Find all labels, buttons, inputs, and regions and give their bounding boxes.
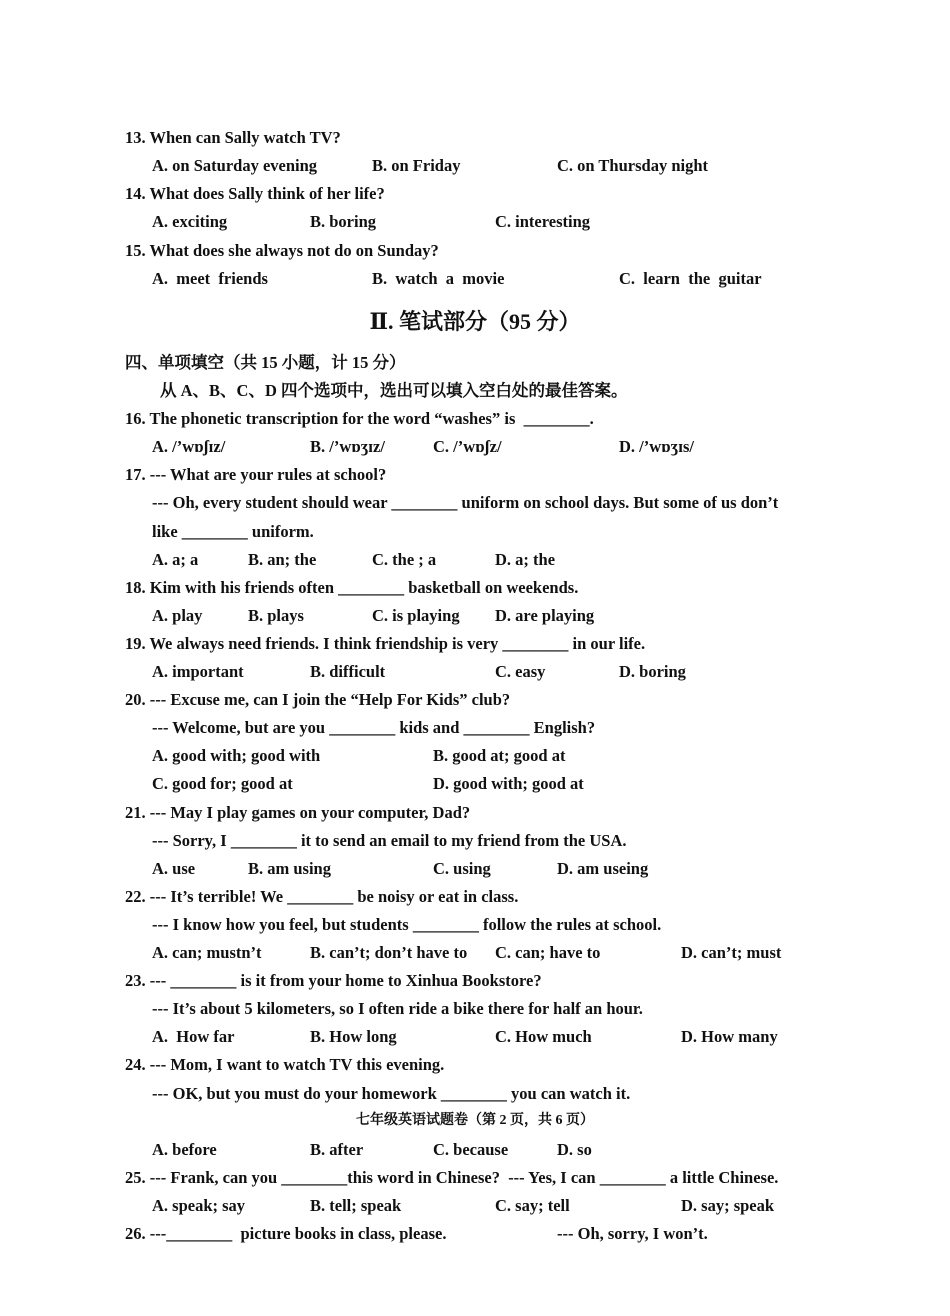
question-18-option-b: B. plays: [248, 606, 304, 625]
question-23-option-a: A. How far: [152, 1027, 235, 1046]
question-18-option-a: A. play: [152, 606, 203, 625]
question-24-option-a: A. before: [152, 1140, 217, 1159]
question-21-option-c: C. using: [433, 859, 491, 878]
question-19-option-c: C. easy: [495, 662, 546, 681]
part-4-instruction: 从 A、B、C、D 四个选项中，选出可以填入空白处的最佳答案。: [160, 381, 628, 400]
question-26-reply: --- Oh, sorry, I won’t.: [557, 1224, 708, 1243]
question-16-stem: 16. The phonetic transcription for the word “washes” is ________.: [125, 409, 594, 428]
question-17-option-c: C. the ; a: [372, 550, 437, 569]
question-21-option-b: B. am using: [248, 859, 331, 878]
question-22-option-b: B. can’t; don’t have to: [310, 943, 468, 962]
question-20-option-b: B. good at; good at: [433, 746, 566, 765]
question-26-stem: 26. ---________ picture books in class, please.: [125, 1224, 447, 1243]
question-16-option-a: A. /’wɒʃɪz/: [152, 437, 226, 456]
part-4-heading: 四、单项填空（共 15 小题，计 15 分）: [125, 353, 406, 372]
question-20-stem: 20. --- Excuse me, can I join the “Help For Kids” club?: [125, 690, 511, 709]
question-22-option-c: C. can; have to: [495, 943, 601, 962]
question-23-option-c: C. How much: [495, 1027, 592, 1046]
question-22-line-2: --- I know how you feel, but students ________ follow the rules at school.: [152, 915, 662, 934]
question-24-line-2: --- OK, but you must do your homework ________ you can watch it.: [152, 1084, 631, 1103]
question-23-stem: 23. --- ________ is it from your home to Xinhua Bookstore?: [125, 971, 542, 990]
question-24-option-b: B. after: [310, 1140, 364, 1159]
question-25-option-c: C. say; tell: [495, 1196, 570, 1215]
question-17-option-d: D. a; the: [495, 550, 556, 569]
question-23-line-2: --- It’s about 5 kilometers, so I often ride a bike there for half an hour.: [152, 999, 643, 1018]
question-21-option-d: D. am useing: [557, 859, 649, 878]
question-15-stem: 15. What does she always not do on Sunday?: [125, 241, 439, 260]
question-22-stem: 22. --- It’s terrible! We ________ be noisy or eat in class.: [125, 887, 519, 906]
question-21-line-2: --- Sorry, I ________ it to send an email to my friend from the USA.: [152, 831, 627, 850]
question-19-option-d: D. boring: [619, 662, 686, 681]
question-20-option-a: A. good with; good with: [152, 746, 321, 765]
question-13-option-a: A. on Saturday evening: [152, 156, 318, 175]
question-17-stem: 17. --- What are your rules at school?: [125, 465, 387, 484]
question-25-stem: 25. --- Frank, can you ________this word in Chinese? --- Yes, I can ________ a little Chinese.: [125, 1168, 779, 1187]
question-19-stem: 19. We always need friends. I think friendship is very ________ in our life.: [125, 634, 646, 653]
question-22-option-d: D. can’t; must: [681, 943, 782, 962]
question-14-option-b: B. boring: [310, 212, 377, 231]
question-17-line-3: like ________ uniform.: [152, 522, 314, 541]
question-13-option-c: C. on Thursday night: [557, 156, 709, 175]
question-24-option-c: C. because: [433, 1140, 509, 1159]
question-24-stem: 24. --- Mom, I want to watch TV this evening.: [125, 1055, 445, 1074]
question-17-line-2: --- Oh, every student should wear ________ uniform on school days. But some of us don’t: [152, 493, 779, 512]
question-21-option-a: A. use: [152, 859, 196, 878]
page-footer: 七年级英语试题卷（第 2 页，共 6 页）: [356, 1113, 594, 1128]
question-19-option-b: B. difficult: [310, 662, 386, 681]
question-16-option-b: B. /’wɒʒɪz/: [310, 437, 385, 456]
question-18-option-d: D. are playing: [495, 606, 595, 625]
question-14-option-c: C. interesting: [495, 212, 591, 231]
question-21-stem: 21. --- May I play games on your computer, Dad?: [125, 803, 471, 822]
question-25-option-a: A. speak; say: [152, 1196, 246, 1215]
question-17-option-b: B. an; the: [248, 550, 317, 569]
question-16-option-c: C. /’wɒʃz/: [433, 437, 502, 456]
question-23-option-b: B. How long: [310, 1027, 397, 1046]
question-15-option-a: A. meet friends: [152, 269, 268, 288]
question-15-option-c: C. learn the guitar: [619, 269, 762, 288]
section-2-title: Ⅱ. 笔试部分（95 分）: [369, 309, 581, 334]
question-22-option-a: A. can; mustn’t: [152, 943, 262, 962]
question-14-option-a: A. exciting: [152, 212, 228, 231]
question-19-option-a: A. important: [152, 662, 244, 681]
question-20-line-2: --- Welcome, but are you ________ kids and ________ English?: [152, 718, 596, 737]
question-14-stem: 14. What does Sally think of her life?: [125, 184, 385, 203]
question-25-option-d: D. say; speak: [681, 1196, 775, 1215]
question-20-option-d: D. good with; good at: [433, 774, 584, 793]
question-13-option-b: B. on Friday: [372, 156, 461, 175]
question-13-stem: 13. When can Sally watch TV?: [125, 128, 341, 147]
question-20-option-c: C. good for; good at: [152, 774, 293, 793]
question-23-option-d: D. How many: [681, 1027, 778, 1046]
question-17-option-a: A. a; a: [152, 550, 199, 569]
question-18-option-c: C. is playing: [372, 606, 460, 625]
question-25-option-b: B. tell; speak: [310, 1196, 402, 1215]
question-16-option-d: D. /’wɒʒɪs/: [619, 437, 694, 456]
question-18-stem: 18. Kim with his friends often ________ basketball on weekends.: [125, 578, 579, 597]
question-15-option-b: B. watch a movie: [372, 269, 505, 288]
question-24-option-d: D. so: [557, 1140, 592, 1159]
